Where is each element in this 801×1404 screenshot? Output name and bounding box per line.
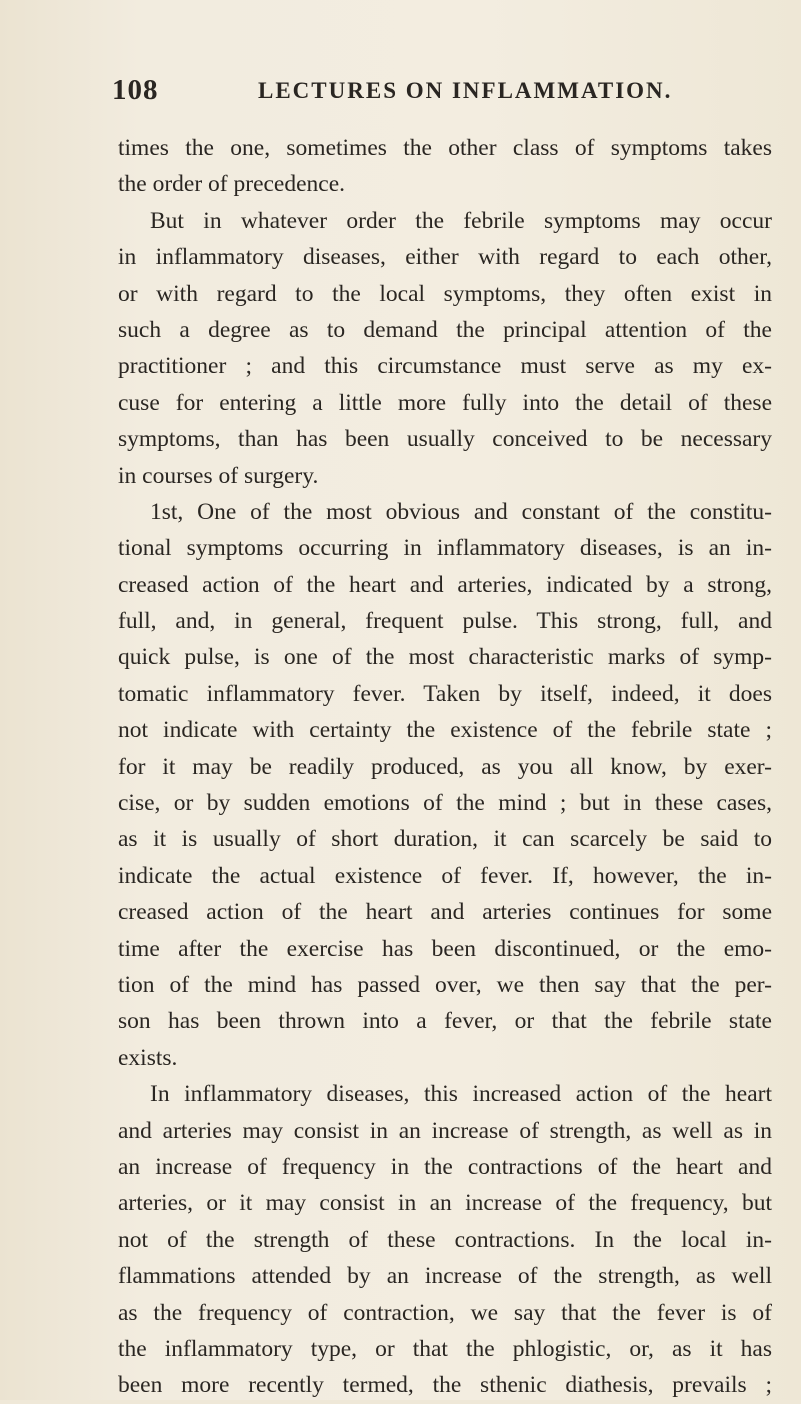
text-line: as it is usually of short duration, it can scarcely be said to xyxy=(118,826,772,853)
text-line: quick pulse, is one of the most characteristic marks of symp- xyxy=(118,644,772,671)
text-line: creased action of the heart and arteries, indicated by a strong, xyxy=(118,571,772,598)
text-line: But in whatever order the febrile symptoms may occur xyxy=(150,207,772,234)
text-line: In inflammatory diseases, this increased action of the heart xyxy=(150,1081,772,1108)
running-title: LECTURES ON INFLAMMATION. xyxy=(258,78,673,103)
text-line: in inflammatory diseases, either with regard to each other, xyxy=(118,244,772,271)
text-line: indicate the actual existence of fever. If, however, the in- xyxy=(118,862,772,889)
text-line: been more recently termed, the sthenic diathesis, prevails ; xyxy=(118,1372,772,1399)
text-line: tional symptoms occurring in inflammatory diseases, is an in- xyxy=(118,535,772,562)
text-line: exists. xyxy=(118,1044,178,1071)
text-line: and arteries may consist in an increase of strength, as well as in xyxy=(118,1117,772,1144)
text-line: creased action of the heart and arteries continues for some xyxy=(118,899,772,926)
text-line: as the frequency of contraction, we say that the fever is of xyxy=(118,1299,772,1326)
text-line: cuse for entering a little more fully into the detail of these xyxy=(118,389,772,416)
text-line: not indicate with certainty the existence of the febrile state ; xyxy=(118,717,772,744)
text-line: flammations attended by an increase of the strength, as well xyxy=(118,1263,772,1290)
body-text xyxy=(118,130,772,1404)
text-line: son has been thrown into a fever, or that the febrile state xyxy=(118,1008,772,1035)
text-line: arteries, or it may consist in an increase of the frequency, but xyxy=(118,1190,772,1217)
text-line: cise, or by sudden emotions of the mind ; but in these cases, xyxy=(118,790,772,817)
text-line: practitioner ; and this circumstance must serve as my ex- xyxy=(118,353,772,380)
text-line: in courses of surgery. xyxy=(118,462,319,489)
text-line: not of the strength of these contractions. In the local in- xyxy=(118,1226,772,1253)
text-line: such a degree as to demand the principal attention of the xyxy=(118,316,772,343)
text-line: full, and, in general, frequent pulse. This strong, full, and xyxy=(118,608,772,635)
text-line: times the one, sometimes the other class of symptoms takes xyxy=(118,135,772,161)
text-line: symptoms, than has been usually conceived to be necessary xyxy=(118,426,772,453)
running-head xyxy=(112,74,760,110)
text-line: the inflammatory type, or that the phlogistic, or, as it has xyxy=(118,1335,772,1362)
text-line: tomatic inflammatory fever. Taken by itself, indeed, it does xyxy=(118,680,772,707)
text-line: for it may be readily produced, as you all know, by exer- xyxy=(118,753,772,780)
text-line: 1st, One of the most obvious and constant of the constitu- xyxy=(150,498,772,525)
text-line: the order of precedence. xyxy=(118,171,346,198)
page-number: 108 xyxy=(112,74,159,106)
text-line: tion of the mind has passed over, we then say that the per- xyxy=(118,971,772,998)
text-line: or with regard to the local symptoms, they often exist in xyxy=(118,280,772,307)
text-line: an increase of frequency in the contractions of the heart and xyxy=(118,1153,772,1180)
text-line: time after the exercise has been discontinued, or the emo- xyxy=(118,935,772,962)
